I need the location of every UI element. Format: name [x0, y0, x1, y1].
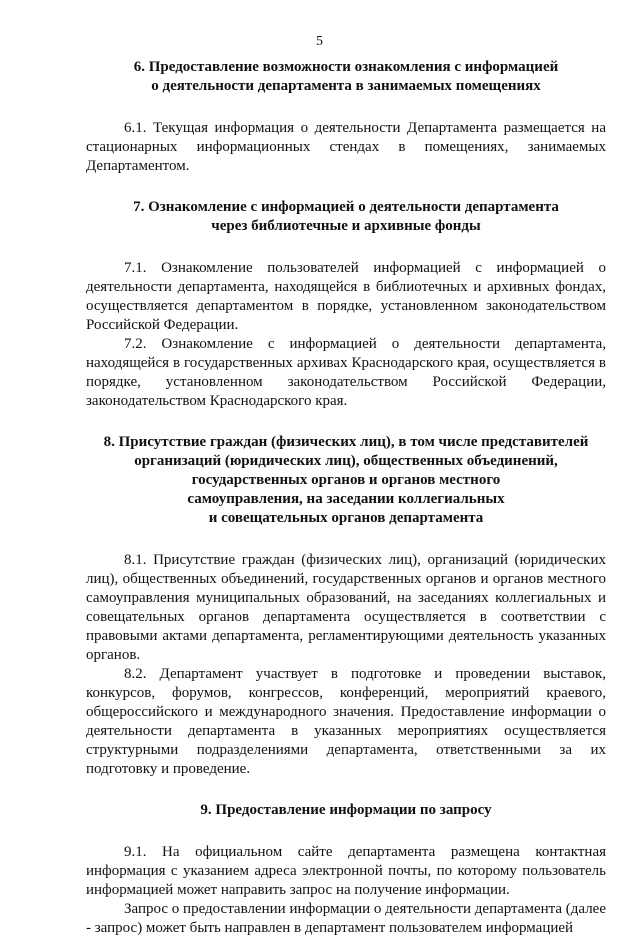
heading-line: самоуправления, на заседании коллегиальных	[187, 491, 505, 507]
paragraph-7-1: 7.1. Ознакомление пользователей информацией с информацией о деятельности департамента, находящейся в библиотечных и архивных фондах, осуществляется департаментом в порядке, установленном законодательством Российской Федерации.	[86, 260, 606, 333]
heading-line: организаций (юридических лиц), общественных объединений,	[134, 453, 558, 469]
paragraph-6-1: 6.1. Текущая информация о деятельности Департамента размещается на стационарных информационных стендах в помещениях, занимаемых Департаментом.	[86, 120, 606, 174]
document-body	[86, 58, 606, 938]
heading-line: 7. Ознакомление с информацией о деятельности департамента	[133, 199, 559, 215]
paragraph-7-2: 7.2. Ознакомление с информацией о деятельности департамента, находящейся в государственных архивах Краснодарского края, осуществляется в порядке, установленном законодательством Российской Федерации, законодательством Краснодарского края.	[86, 336, 606, 409]
section-8-heading	[86, 433, 606, 528]
section-7-heading	[86, 198, 606, 236]
heading-line: государственных органов и органов местного	[191, 472, 501, 488]
page-number: 5	[316, 34, 323, 49]
heading-line: 9. Предоставление информации по запросу	[200, 802, 492, 818]
paragraph-9-2: Запрос о предоставлении информации о деятельности департамента (далее - запрос) может быть направлен в департамент пользователем информацией	[86, 901, 606, 936]
heading-line: 6. Предоставление возможности ознакомления с информацией	[133, 59, 559, 75]
heading-line: и совещательных органов департамента	[208, 510, 484, 526]
paragraph-8-1: 8.1. Присутствие граждан (физических лиц), организаций (юридических лиц), общественных объединений, государственных органов и органов местного самоуправления муниципальных образований, на заседаниях коллегиальных и совещательных органов департамента осуществляется в соответствии с правовыми актами департамента, регламентирующими деятельность указанных органов.	[86, 552, 606, 663]
heading-line: через библиотечные и архивные фонды	[211, 218, 481, 234]
paragraph-9-1: 9.1. На официальном сайте департамента размещена контактная информация с указанием адреса электронной почты, по которому пользователь информацией может направить запрос на получение информации.	[86, 844, 606, 898]
section-9-heading	[86, 801, 606, 820]
paragraph-8-2: 8.2. Департамент участвует в подготовке и проведении выставок, конкурсов, форумов, конгрессов, конференций, мероприятий краевого, общероссийского и международного значения. Предоставление информации о деятельности департамента в указанных мероприятиях осуществляется структурными подразделениями департамента, ответственными за их подготовку и проведение.	[86, 666, 606, 777]
heading-line: о деятельности департамента в занимаемых помещениях	[151, 78, 541, 94]
section-6-heading	[86, 58, 606, 96]
heading-line: 8. Присутствие граждан (физических лиц), в том числе представителей	[103, 434, 589, 450]
